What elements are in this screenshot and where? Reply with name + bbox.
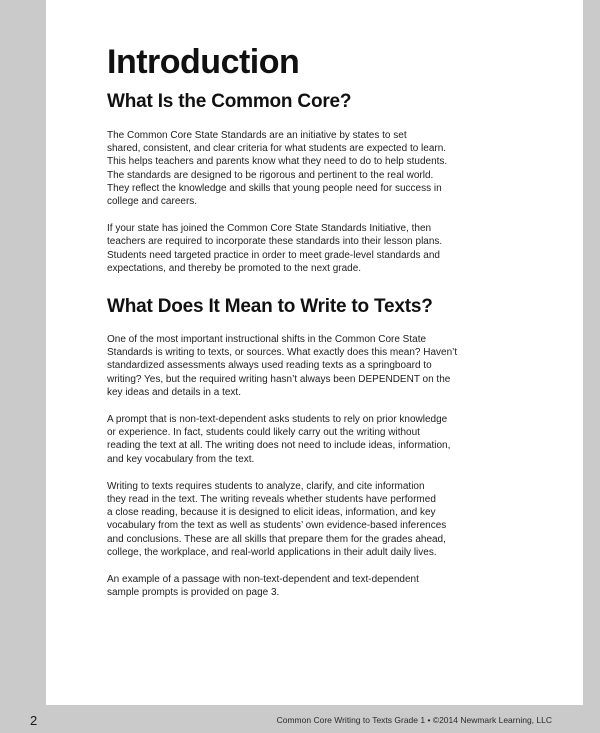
text-line: college and careers. xyxy=(107,196,198,208)
page-footer xyxy=(0,705,600,733)
text-line: If your state has joined the Common Core State Standards Initiative, then xyxy=(107,223,432,235)
section-heading-write-to-texts: What Does It Mean to Write to Texts? xyxy=(107,296,433,318)
left-margin-band xyxy=(0,0,46,705)
text-line: and conclusions. These are all skills that prepare them for the grades ahead, xyxy=(107,533,446,545)
section-heading-common-core: What Is the Common Core? xyxy=(107,91,352,112)
text-line: key ideas and details in a text. xyxy=(107,386,241,398)
page-title: Introduction xyxy=(107,43,300,81)
text-line: An example of a passage with non-text-dependent and text-dependent xyxy=(107,574,419,586)
text-line: sample prompts is provided on page 3. xyxy=(107,587,280,599)
paragraph-example-reference xyxy=(107,573,467,599)
text-line: or experience. In fact, students could likely carry out the writing without xyxy=(107,427,420,439)
page-number: 2 xyxy=(30,713,38,728)
paragraph-state-initiative xyxy=(107,222,467,275)
page-content xyxy=(107,40,482,599)
footer-credit: Common Core Writing to Texts Grade 1 • ©2014 Newmark Learning, LLC xyxy=(276,715,552,725)
text-line: Standards is writing to texts, or sources. What exactly does this mean? Haven’t xyxy=(107,347,458,359)
text-line: standardized assessments always used reading texts as a springboard to xyxy=(107,360,432,372)
text-line: The standards are designed to be rigorous and pertinent to the real world. xyxy=(107,169,434,181)
text-line: they read in the text. The writing reveals whether students have performed xyxy=(107,494,436,506)
text-line: vocabulary from the text as well as students’ own evidence-based inferences xyxy=(107,520,447,532)
text-line: They reflect the knowledge and skills that young people need for success in xyxy=(107,182,442,194)
text-line: a close reading, because it is designed to elicit ideas, information, and key xyxy=(107,507,436,519)
text-line: teachers are required to incorporate these standards into their lesson plans. xyxy=(107,236,443,248)
text-line: college, the workplace, and real-world applications in their adult daily lives. xyxy=(107,546,437,558)
text-line: A prompt that is non-text-dependent asks students to rely on prior knowledge xyxy=(107,414,448,426)
text-line: shared, consistent, and clear criteria for what students are expected to learn. xyxy=(107,143,447,155)
text-line: and key vocabulary from the text. xyxy=(107,453,255,465)
paragraph-common-core-definition xyxy=(107,129,467,208)
text-line: reading the text at all. The writing does not need to include ideas, information, xyxy=(107,440,451,452)
paragraph-writing-to-texts xyxy=(107,480,467,559)
paragraph-non-text-dependent xyxy=(107,413,467,466)
right-margin-band xyxy=(583,0,600,705)
text-line: writing? Yes, but the required writing hasn’t always been DEPENDENT on the xyxy=(107,373,451,385)
paragraph-instructional-shift xyxy=(107,333,467,399)
text-line: The Common Core State Standards are an initiative by states to set xyxy=(107,130,407,141)
text-line: This helps teachers and parents know what they need to do to help students. xyxy=(107,156,448,168)
text-line: expectations, and thereby be promoted to the next grade. xyxy=(107,262,362,274)
text-line: One of the most important instructional shifts in the Common Core State xyxy=(107,334,427,346)
text-line: Writing to texts requires students to analyze, clarify, and cite information xyxy=(107,480,425,492)
text-line: Students need targeted practice in order to meet grade-level standards and xyxy=(107,249,440,261)
